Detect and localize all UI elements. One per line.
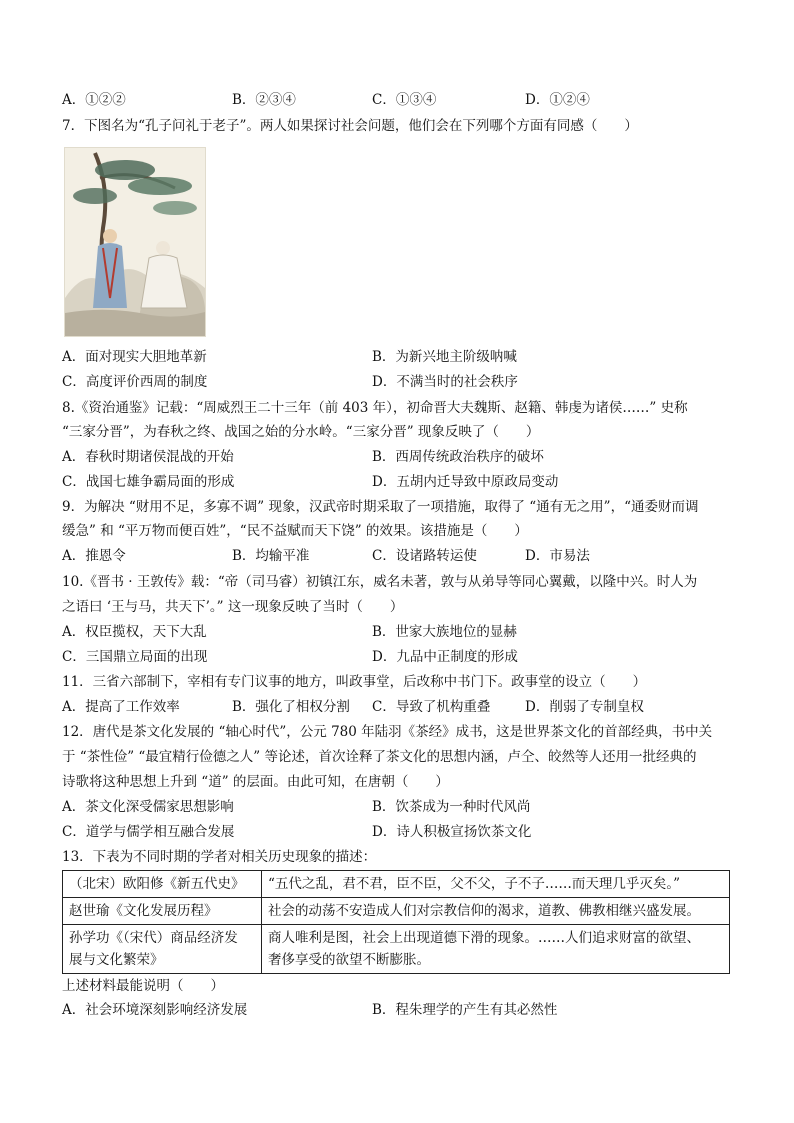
table-cell-author: 孙学功《（宋代）商品经济发 展与文化繁荣》 (63, 925, 262, 974)
table-cell-author: 赵世瑜《文化发展历程》 (63, 898, 262, 925)
q8-stem-line-2: “三家分晋”，为春秋之终、战国之始的分水岭。“三家分晋” 现象反映了（ ） (62, 424, 540, 440)
q12-option-b: B．饮茶成为一种时代风尚 (372, 799, 531, 815)
q7-option-d: D．不满当时的社会秩序 (372, 374, 518, 390)
q10-option-a: A．权臣揽权，天下大乱 (62, 624, 207, 640)
q7-option-c: C．高度评价西周的制度 (62, 374, 208, 390)
q12-option-a: A．茶文化深受儒家思想影响 (62, 799, 234, 815)
q9-option-a: A．推恩令 (62, 548, 126, 564)
table-cell-text: 商人唯利是图，社会上出现道德下滑的现象。……人们追求财富的欲望、 奢侈享受的欲望不断膨胀。 (262, 925, 730, 974)
q6-option-b: B．②③④ (232, 92, 296, 108)
q13-after-text: 上述材料最能说明（ ） (62, 978, 224, 994)
table-cell-author: （北宋）欧阳修《新五代史》 (63, 871, 262, 898)
q12-stem-line-1: 12．唐代是茶文化发展的 “轴心时代”，公元 780 年陆羽《茶经》成书，这是世界茶文化的首部经典，书中关 (62, 724, 713, 740)
table-row (63, 871, 730, 898)
q13-history-table (62, 870, 730, 974)
table-cell-text: 社会的动荡不安造成人们对宗教信仰的渴求，道教、佛教相继兴盛发展。 (262, 898, 730, 925)
q12-option-d: D．诗人积极宣扬饮茶文化 (372, 824, 532, 840)
q13-stem: 13．下表为不同时期的学者对相关历史现象的描述： (62, 849, 377, 865)
q10-option-c: C．三国鼎立局面的出现 (62, 649, 208, 665)
q11-option-a: A．提高了工作效率 (62, 699, 180, 715)
table-cell-text: “五代之乱，君不君，臣不臣，父不父，子不子……而天理几乎灭矣。” (262, 871, 730, 898)
q12-stem-line-3: 诗歌将这种思想上升到 “道” 的层面。由此可知，在唐朝（ ） (62, 774, 449, 790)
q8-option-c: C．战国七雄争霸局面的形成 (62, 474, 235, 490)
q8-option-b: B．西周传统政治秩序的破坏 (372, 449, 544, 465)
q11-stem: 11．三省六部制下，宰相有专门议事的地方，叫政事堂，后改称中书门下。政事堂的设立（ ） (62, 674, 647, 690)
q12-stem-line-2: 于 “茶性俭” “最宜精行俭德之人” 等论述，首次诠释了茶文化的思想内涵，卢仝、皎然等人还用一批经典的 (62, 749, 697, 765)
q10-option-d: D．九品中正制度的形成 (372, 649, 518, 665)
q6-option-a: A．①②② (62, 92, 126, 108)
q12-option-c: C．道学与儒学相互融合发展 (62, 824, 235, 840)
q11-option-c: C．导致了机构重叠 (372, 699, 491, 715)
q10-stem-line-1: 10.《晋书 · 王敦传》载：“帝（司马睿）初镇江东，威名未著，敦与从弟导等同心翼戴，以隆中兴。时人为 (62, 574, 698, 590)
q11-option-b: B．强化了相权分割 (232, 699, 350, 715)
q9-option-b: B．均输平准 (232, 548, 310, 564)
q6-option-c: C．①③④ (372, 92, 437, 108)
q9-stem-line-1: 9．为解决 “财用不足，多寡不调” 现象，汉武帝时期采取了一项措施，取得了 “通有无之用”，“通委财而调 (62, 499, 699, 515)
q8-option-a: A．春秋时期诸侯混战的开始 (62, 449, 234, 465)
q8-option-d: D．五胡内迁导致中原政局变动 (372, 474, 559, 490)
q7-option-b: B．为新兴地主阶级呐喊 (372, 349, 517, 365)
q13-option-a: A．社会环境深刻影响经济发展 (62, 1002, 248, 1018)
confucius-laozi-illustration (64, 147, 206, 337)
q11-option-d: D．削弱了专制皇权 (525, 699, 644, 715)
q10-option-b: B．世家大族地位的显赫 (372, 624, 517, 640)
q9-stem-line-2: 缓急” 和 “平万物而便百姓”，“民不益赋而天下饶” 的效果。该措施是（ ） (62, 523, 528, 539)
q7-stem: 7．下图名为“孔子问礼于老子”。两人如果探讨社会问题，他们会在下列哪个方面有同感（ ） (62, 118, 638, 134)
table-row (63, 898, 730, 925)
q10-stem-line-2: 之语曰 ‘王与马，共天下’。” 这一现象反映了当时（ ） (62, 599, 404, 615)
table-row (63, 925, 730, 974)
q13-option-b: B．程朱理学的产生有其必然性 (372, 1002, 558, 1018)
q7-option-a: A．面对现实大胆地革新 (62, 349, 207, 365)
q9-option-c: C．设诸路转运使 (372, 548, 477, 564)
q6-option-d: D．①②④ (525, 92, 590, 108)
q8-stem-line-1: 8.《资治通鉴》记载：“周威烈王二十三年（前 403 年），初命晋大夫魏斯、赵籍、韩虔为诸侯……” 史称 (62, 400, 688, 416)
q9-option-d: D．市易法 (525, 548, 590, 564)
